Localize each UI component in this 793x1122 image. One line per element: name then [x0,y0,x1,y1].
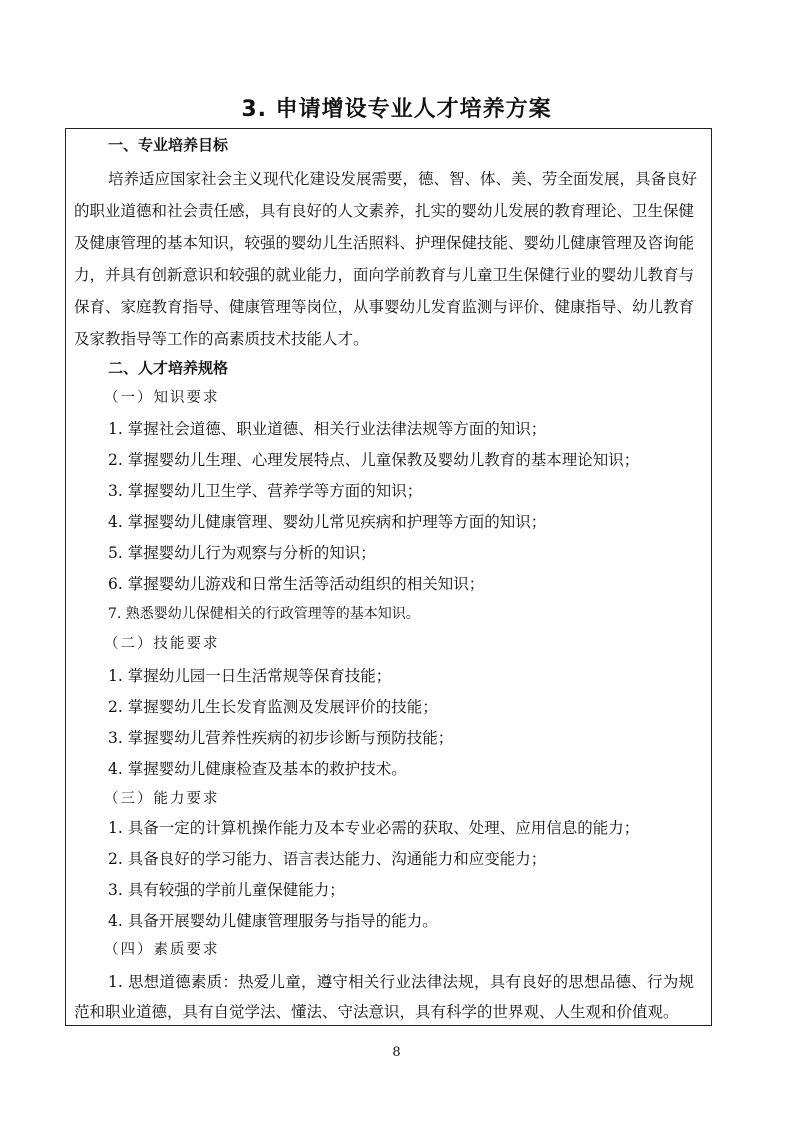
list-item: 7. 熟悉婴幼儿保健相关的行政管理等的基本知识。 [108,606,420,622]
document-title: 3. 申请增设专业人才培养方案 [241,97,552,122]
paragraph-line: 培养适应国家社会主义现代化建设发展需要，德、智、体、美、劳全面发展，具备良好 [108,170,698,188]
paragraph-line: 的职业道德和社会责任感，具有良好的人文素养，扎实的婴幼儿发展的教育理论、卫生保健 [74,202,695,220]
section-heading-objectives: 一、专业培养目标 [108,136,229,154]
subheading-skills: （二）技能要求 [104,636,220,652]
list-item: 1. 掌握社会道德、职业道德、相关行业法律法规等方面的知识； [108,420,547,438]
list-item: 3. 具有较强的学前儿童保健能力； [108,881,345,899]
list-item: 2. 掌握婴幼儿生长发育监测及发展评价的技能； [108,698,438,716]
paragraph-line: 范和职业道德，具有自觉学法、懂法、守法意识，具有科学的世界观、人生观和价值观。 [74,1003,679,1021]
paragraph-line: 及家教指导等工作的高素质技术技能人才。 [74,330,369,348]
content-frame [65,128,712,1026]
list-item: 5. 掌握婴幼儿行为观察与分析的知识； [108,544,376,562]
list-item: 6. 掌握婴幼儿游戏和日常生活等活动组织的相关知识； [108,575,485,593]
page-number: 8 [392,1045,401,1060]
list-item: 1. 掌握幼儿园一日生活常规等保育技能； [108,667,392,685]
paragraph-line: 保育、家庭教育指导、健康管理等岗位，从事婴幼儿发育监测与评价、健康指导、幼儿教育 [74,298,695,316]
list-item: 4. 掌握婴幼儿健康管理、婴幼儿常见疾病和护理等方面的知识； [108,513,547,531]
list-item: 2. 具备良好的学习能力、语言表达能力、沟通能力和应变能力； [108,850,547,868]
paragraph-line: 1. 思想道德素质：热爱儿童，遵守相关行业法律法规，具有良好的思想品德、行为规 [108,973,694,991]
list-item: 1. 具备一定的计算机操作能力及本专业必需的获取、处理、应用信息的能力； [108,819,640,837]
list-item: 4. 掌握婴幼儿健康检查及基本的救护技术。 [108,760,407,778]
list-item: 4. 具备开展婴幼儿健康管理服务与指导的能力。 [108,912,438,930]
subheading-abilities: （三）能力要求 [104,791,220,807]
subheading-knowledge: （一）知识要求 [104,390,220,406]
subheading-quality: （四）素质要求 [104,942,220,958]
paragraph-line: 力，并具有创新意识和较强的就业能力，面向学前教育与儿童卫生保健行业的婴幼儿教育与 [74,266,695,284]
list-item: 3. 掌握婴幼儿营养性疾病的初步诊断与预防技能； [108,729,454,747]
section-heading-specifications: 二、人才培养规格 [108,359,229,377]
list-item: 3. 掌握婴幼儿卫生学、营养学等方面的知识； [108,482,423,500]
list-item: 2. 掌握婴幼儿生理、心理发展特点、儿童保教及婴幼儿教育的基本理论知识； [108,451,640,469]
paragraph-line: 及健康管理的基本知识，较强的婴幼儿生活照料、护理保健技能、婴幼儿健康管理及咨询能 [74,234,695,252]
